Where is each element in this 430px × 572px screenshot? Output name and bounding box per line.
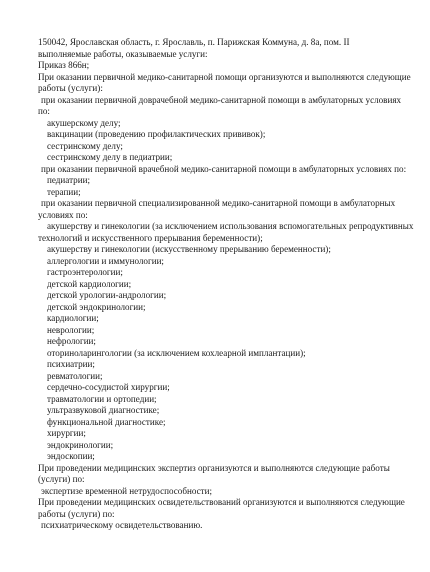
text-line: работы (услуги): (38, 83, 103, 93)
text-line: функциональной диагностике; (47, 416, 166, 427)
text-line: неврологии; (47, 324, 95, 335)
text-line: терапии; (47, 186, 81, 197)
text-line: сестринскому делу; (47, 140, 123, 151)
text-line: аллергологии и иммунологии; (47, 255, 164, 266)
text-line: работы (услуги) по: (38, 508, 115, 519)
text-line: ревматологии; (47, 370, 103, 381)
text-line: При оказании первичной медико-санитарной помощи организуются и выполняются следующие (38, 71, 411, 82)
document-text (0, 37, 430, 532)
text-line: (услуги) по: (38, 474, 85, 484)
text-line: акушерскому делу; (47, 117, 121, 128)
text-line: При проведении медицинских освидетельствований организуются и выполняются следующие (38, 497, 405, 507)
text-line: по: (38, 106, 50, 116)
text-line: сестринскому делу в педиатрии; (47, 152, 173, 162)
text-line: ультразвуковой диагностике; (47, 405, 160, 415)
text-line: При проведении медицинских экспертиз организуются и выполняются следующие работы (38, 462, 390, 473)
text-line: педиатрии; (47, 175, 90, 185)
text-line: выполняемые работы, оказываемые услуги: (38, 48, 208, 59)
text-line: при оказании первичной специализированной медико-санитарной помощи в амбулаторных (41, 198, 396, 208)
text-line: экспертизе временной нетрудоспособности; (41, 485, 213, 496)
text-line: эндоскопии; (47, 451, 95, 461)
text-line: детской кардиологии; (47, 278, 132, 289)
text-line: сердечно-сосудистой хирургии; (47, 382, 170, 392)
text-line: технологий и искусственного прерывания беременности); (38, 232, 263, 243)
text-line: психиатрии; (47, 359, 95, 369)
text-line: травматологии и ортопедии; (47, 393, 157, 404)
text-line: при оказании первичной доврачебной медико-санитарной помощи в амбулаторных условиях (41, 94, 402, 105)
text-line: Приказ 866н; (38, 60, 90, 70)
text-line: кардиологии; (47, 313, 99, 323)
text-line: условиях по: (38, 209, 88, 220)
text-line: акушерству и гинекологии (искусственному прерыванию беременности); (47, 244, 331, 254)
text-line: при оказании первичной врачебной медико-санитарной помощи в амбулаторных условиях по: (41, 163, 407, 174)
text-line: хирургии; (47, 428, 86, 438)
text-line: вакцинации (проведению профилактических прививок); (47, 129, 266, 139)
text-line: 150042, Ярославская область, г. Ярославль, п. Парижская Коммуна, д. 8а, пом. II (38, 37, 350, 47)
text-line: акушерству и гинекологии (за исключением использования вспомогательных репродуктивных (47, 221, 414, 231)
text-line: психиатрическому освидетельствованию. (41, 520, 203, 530)
text-line: оториноларингологии (за исключением кохлеарной имплантации); (47, 347, 306, 358)
text-line: нефрологии; (47, 336, 96, 346)
text-line: детской эндокринологии; (47, 301, 146, 312)
text-line: гастроэнтерологии; (47, 267, 123, 277)
text-line: эндокринологии; (47, 439, 114, 450)
text-line: детской урологии-андрологии; (47, 290, 167, 300)
